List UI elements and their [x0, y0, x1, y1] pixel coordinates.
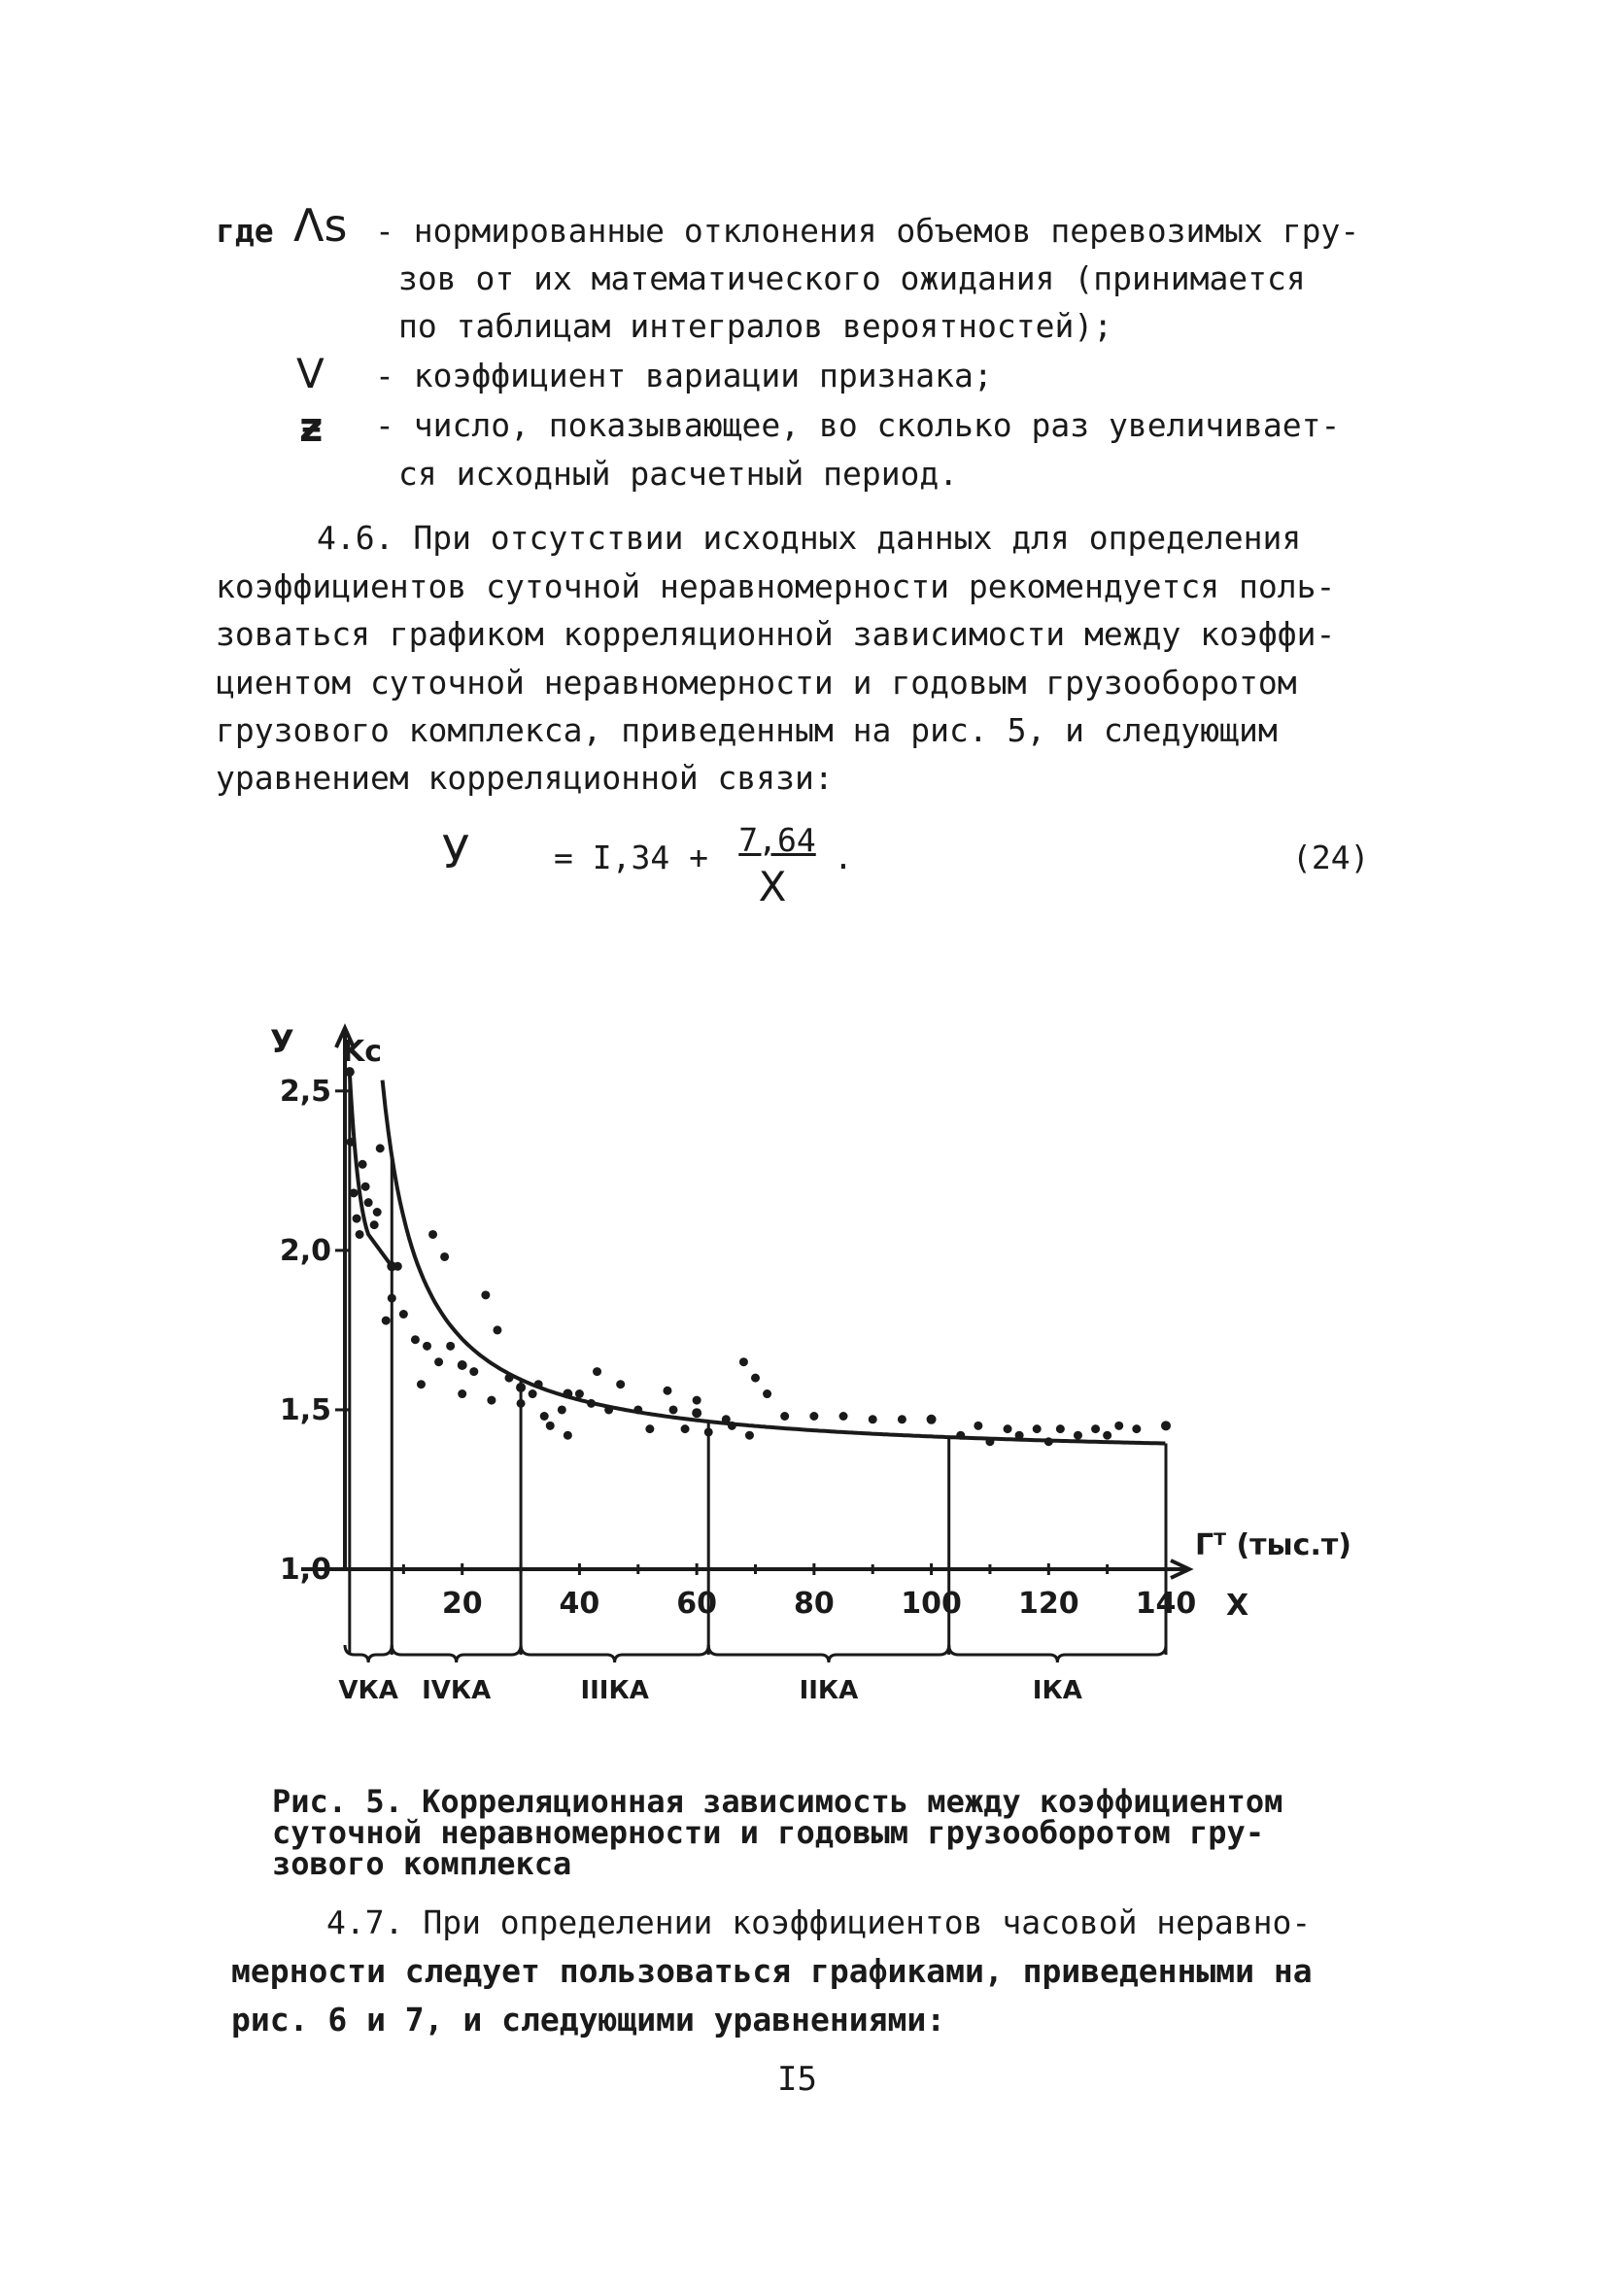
data-point: [1114, 1422, 1123, 1430]
curve-point: [692, 1408, 701, 1418]
data-point: [505, 1374, 514, 1383]
data-point: [373, 1208, 382, 1217]
x-tick-label: 120: [1017, 1587, 1079, 1621]
data-point: [428, 1230, 437, 1239]
y-axis-label-alt: Kc: [342, 1035, 383, 1069]
y-tick-label: 2,5: [279, 1074, 331, 1109]
data-point: [1033, 1424, 1042, 1433]
zone-label: IIКА: [799, 1676, 859, 1705]
p46-line-2: коэффициентов суточной неравномерности рекомендуется поль-: [216, 567, 1336, 605]
lambda-symbol: Λs: [293, 199, 348, 252]
data-point: [745, 1431, 754, 1440]
data-point: [434, 1357, 443, 1366]
x-axis-label-alt: X: [1226, 1589, 1249, 1623]
p46-line-3: зоваться графиком корреляционной зависимости между коэффи-: [216, 615, 1336, 653]
x-tick-label: 80: [793, 1587, 835, 1621]
data-point: [1004, 1424, 1012, 1433]
data-point: [587, 1399, 596, 1408]
p46-line-5: грузового комплекса, приведенным на рис. 5, и следующим: [216, 711, 1278, 749]
data-point: [763, 1389, 771, 1398]
zone-bracket: [345, 1645, 392, 1662]
formula-denominator: X: [758, 863, 787, 910]
data-point: [985, 1437, 994, 1446]
tick-labels: [280, 1075, 1196, 1621]
regression-curve: [345, 1067, 1171, 1443]
data-point: [347, 1138, 356, 1147]
caption-line-2: суточной неравномерности и годовым грузооборотом гру-: [272, 1814, 1265, 1851]
data-point: [546, 1422, 555, 1430]
zone-label: IКА: [1032, 1676, 1082, 1705]
data-point: [487, 1396, 496, 1405]
data-point: [956, 1431, 965, 1440]
data-point: [440, 1252, 449, 1261]
data-point: [382, 1317, 391, 1325]
y-tick-label: 1,5: [279, 1392, 331, 1427]
caption-line-1: Рис. 5. Корреляционная зависимость между коэффициентом: [272, 1783, 1283, 1820]
y-tick-label: 1,0: [279, 1553, 331, 1587]
p46-line-1: 4.6. При отсутствии исходных данных для определения: [317, 519, 1302, 557]
data-point: [898, 1415, 906, 1423]
data-point: [359, 1160, 367, 1169]
data-point: [927, 1415, 936, 1423]
data-point: [1091, 1424, 1100, 1433]
data-point: [593, 1367, 601, 1376]
data-point: [417, 1380, 426, 1388]
data-point: [1103, 1431, 1111, 1440]
definition-1-line-1: - нормированные отклонения объемов перевозимых гру-: [375, 212, 1360, 250]
x-tick-label: 140: [1135, 1587, 1197, 1621]
definition-3-line-2: ся исходный расчетный период.: [398, 455, 959, 493]
formula-numerator: 7,64: [738, 821, 816, 859]
zone-label: IIIКА: [580, 1676, 649, 1705]
data-point: [974, 1422, 982, 1430]
definition-3-line-1: - число, показывающее, во сколько раз увеличивает-: [375, 406, 1341, 444]
y-tick-label: 2,0: [279, 1233, 331, 1268]
definition-2-line-1: - коэффициент вариации признака;: [375, 357, 993, 394]
x-axis-label: Гᵀ (тыс.т): [1195, 1528, 1351, 1562]
caption-line-3: зового комплекса: [272, 1845, 572, 1882]
where-word: где: [216, 212, 274, 250]
data-point: [751, 1374, 760, 1383]
zone-bracket: [521, 1645, 708, 1662]
data-point: [645, 1424, 654, 1433]
definition-1-line-3: по таблицам интегралов вероятностей);: [398, 307, 1113, 345]
data-point: [446, 1342, 455, 1351]
data-point: [1056, 1424, 1065, 1433]
data-point: [1132, 1424, 1141, 1433]
data-point: [350, 1188, 359, 1197]
data-point: [517, 1399, 526, 1408]
p47-line-3: рис. 6 и 7, и следующими уравнениями:: [231, 2001, 946, 2039]
curve-point: [563, 1389, 572, 1399]
p47-line-1: 4.7. При определении коэффициентов часовой неравно-: [326, 1903, 1312, 1941]
formula-rhs: = I,34 +: [554, 839, 708, 876]
data-point: [616, 1380, 625, 1388]
curve-point: [458, 1360, 467, 1370]
zone-label: VКА: [338, 1676, 398, 1705]
data-point: [388, 1294, 396, 1303]
data-point: [1162, 1422, 1171, 1430]
zone-label: IVКА: [422, 1676, 492, 1705]
v-symbol: V: [296, 350, 325, 397]
data-point: [739, 1357, 748, 1366]
zone-bracket: [949, 1645, 1166, 1662]
definition-1-line-2: зов от их математического ожидания (принимается: [398, 259, 1306, 297]
data-point: [493, 1325, 501, 1334]
p46-line-6: уравнением корреляционной связи:: [216, 759, 834, 797]
formula-number: (24): [1292, 839, 1370, 876]
data-point: [364, 1198, 373, 1207]
data-point: [411, 1335, 420, 1344]
data-point: [356, 1230, 364, 1239]
data-point: [809, 1412, 818, 1421]
p46-line-4: циентом суточной неравномерности и годовым грузооборотом: [216, 664, 1297, 702]
data-point: [669, 1405, 678, 1414]
x-tick-label: 60: [676, 1587, 718, 1621]
data-point: [353, 1215, 361, 1223]
x-tick-label: 40: [559, 1587, 600, 1621]
zone-bracket: [708, 1645, 948, 1662]
x-tick-label: 100: [901, 1587, 962, 1621]
data-point: [558, 1405, 566, 1414]
data-point: [564, 1431, 572, 1440]
data-point: [399, 1310, 408, 1319]
data-point: [529, 1389, 537, 1398]
data-point: [728, 1422, 736, 1430]
formula-lhs: У: [442, 826, 470, 878]
data-point: [869, 1415, 877, 1423]
zone-bracket: [392, 1645, 521, 1662]
data-point: [839, 1412, 848, 1421]
data-point: [1015, 1431, 1024, 1440]
p47-line-2: мерности следует пользоваться графиками, приведенными на: [231, 1952, 1313, 1990]
data-point: [1044, 1437, 1053, 1446]
data-point: [423, 1342, 431, 1351]
data-point: [361, 1182, 370, 1191]
data-point: [458, 1389, 466, 1398]
zone-brackets: [338, 1645, 1166, 1705]
data-point: [575, 1389, 584, 1398]
page-number: I5: [777, 2060, 817, 2099]
formula-end: .: [834, 839, 853, 876]
data-point: [663, 1387, 671, 1395]
data-point: [540, 1412, 549, 1421]
data-point: [681, 1424, 690, 1433]
x-tick-label: 20: [441, 1587, 483, 1621]
data-point: [481, 1290, 490, 1299]
data-point: [534, 1380, 543, 1388]
data-point: [370, 1220, 379, 1229]
data-point: [633, 1405, 642, 1414]
data-point: [469, 1367, 478, 1376]
scatter-points: [347, 1138, 1171, 1446]
fit-curve-path: [383, 1080, 1166, 1444]
data-point: [704, 1427, 713, 1436]
data-point: [1074, 1431, 1082, 1440]
data-point: [604, 1405, 613, 1414]
data-point: [780, 1412, 789, 1421]
data-point: [393, 1262, 402, 1271]
y-axis-label: У: [270, 1023, 294, 1060]
z-symbol: ƶ: [299, 403, 324, 451]
data-point: [376, 1144, 385, 1152]
data-point: [693, 1396, 701, 1405]
curve-point: [516, 1383, 526, 1392]
